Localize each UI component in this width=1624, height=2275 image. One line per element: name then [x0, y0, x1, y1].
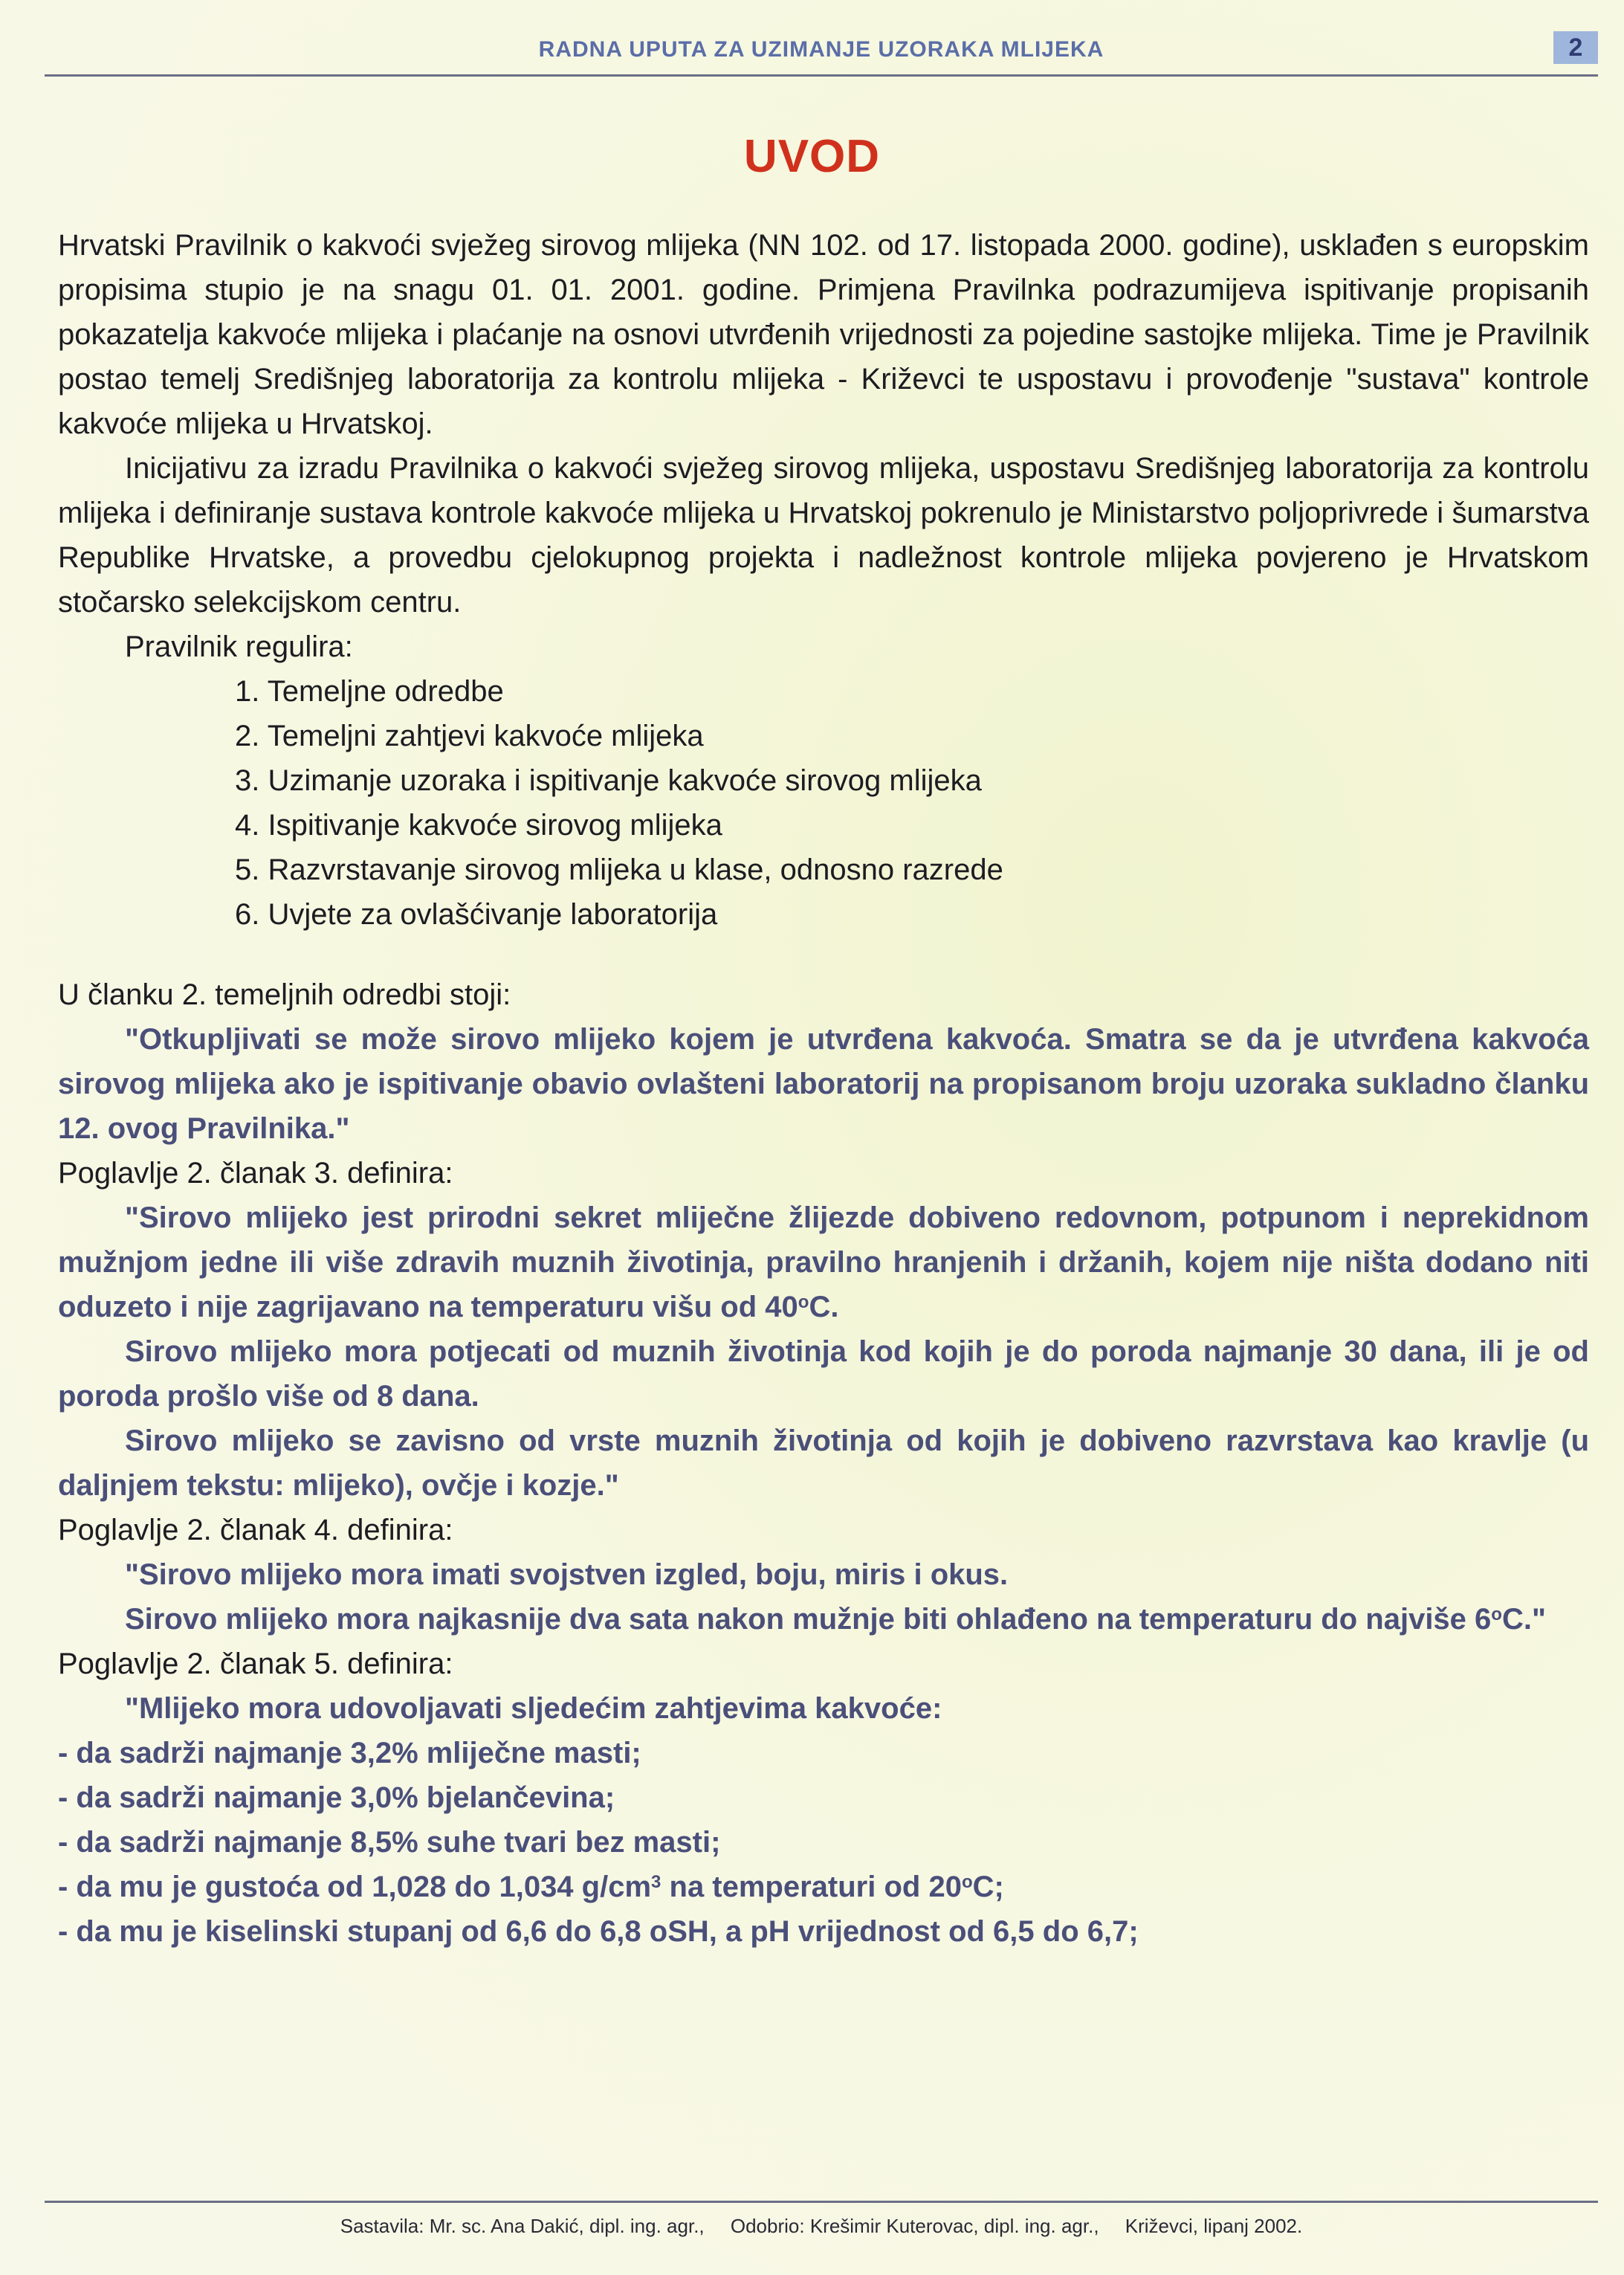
article4-quote-2 — [58, 1597, 1589, 1642]
degree-sup: o — [961, 1872, 973, 1892]
requirement-1: - da sadrži najmanje 3,2% mliječne masti; — [58, 1737, 641, 1769]
footer-author: Sastavila: Mr. sc. Ana Dakić, dipl. ing. agr., — [340, 2215, 705, 2237]
quote-text: C. — [809, 1291, 839, 1323]
article2-quote: "Otkupljivati se može sirovo mlijeko kojem je utvrđena kakvoća. Smatra se da je utvrđena kakvoća sirovog mlijeka ako je ispitivanje obavio ovlašteni laboratorij na propisanom broju uzoraka sukladno članku 12. ovog Pravilnika." — [58, 1023, 1589, 1145]
intro-paragraph-1: Hrvatski Pravilnik o kakvoći svježeg sirovog mlijeka (NN 102. od 17. listopada 2000. godine), usklađen s europskim propisima stupio je na snagu 01. 01. 2001. godine. Primjena Pravilnka podrazumijeva ispitivanje propisanih pokazatelja kakvoće mlijeka i plaćanje na osnovi utvrđenih vrijednosti za pojedine sastojke mlijeka. Time je Pravilnik postao temelj Središnjeg laboratorija za kontrolu mlijeka - Križevci te uspostavu i provođenje "sustava" kontrole kakvoće mlijeka u Hrvatskoj. — [58, 229, 1589, 440]
requirement-2: - da sadrži najmanje 3,0% bjelančevina; — [58, 1781, 615, 1814]
page-footer — [45, 2201, 1598, 2238]
page-number: 2 — [1553, 31, 1598, 64]
article3-quote-1 — [58, 1195, 1589, 1329]
list-item: 1. Temeljne odredbe — [235, 675, 504, 708]
quote-text: C." — [1501, 1603, 1546, 1636]
requirement-4 — [58, 1865, 1589, 1909]
article2-label: U članku 2. temeljnih odredbi stoji: — [58, 978, 511, 1011]
footer-place-date: Križevci, lipanj 2002. — [1125, 2215, 1303, 2237]
article5-label: Poglavlje 2. članak 5. definira: — [58, 1648, 453, 1680]
list-item: 5. Razvrstavanje sirovog mlijeka u klase, odnosno razrede — [235, 853, 1003, 886]
page-header — [45, 30, 1598, 77]
section-title: UVOD — [743, 131, 881, 182]
article4-label: Poglavlje 2. članak 4. definira: — [58, 1514, 453, 1546]
cube-sup: 3 — [651, 1872, 661, 1892]
quote-text: C; — [972, 1871, 1004, 1903]
list-item: 4. Ispitivanje kakvoće sirovog mlijeka — [235, 809, 722, 842]
regulation-list — [58, 669, 1589, 937]
requirement-5: - da mu je kiselinski stupanj od 6,6 do 6,8 oSH, a pH vrijednost od 6,5 do 6,7; — [58, 1915, 1139, 1948]
header-title: RADNA UPUTA ZA UZIMANJE UZORAKA MLIJEKA — [538, 37, 1104, 62]
article3-quote-2: Sirovo mlijeko mora potjecati od muznih životinja kod kojih je do poroda najmanje 30 dana, ili je od poroda prošlo više od 8 dana. — [58, 1335, 1589, 1413]
quote-text: - da mu je gustoća od 1,028 do 1,034 g/cm — [58, 1871, 652, 1903]
quote-text: Sirovo mlijeko mora najkasnije dva sata nakon mužnje biti ohlađeno na temperaturu do najviše 6 — [125, 1603, 1492, 1636]
requirement-3: - da sadrži najmanje 8,5% suhe tvari bez masti; — [58, 1826, 721, 1859]
spacer — [58, 937, 1589, 972]
list-item: 3. Uzimanje uzoraka i ispitivanje kakvoće sirovog mlijeka — [235, 764, 982, 797]
quote-text: "Sirovo mlijeko jest prirodni sekret mliječne žlijezde dobiveno redovnom, potpunom i neprekidnom mužnjom jedne ili više zdravih muznih životinja, pravilno hranjenih i držanih, kojem nije ništa dodano niti oduzeto i nije zagrijavano na temperaturu višu od 40 — [58, 1201, 1589, 1323]
list-item: 6. Uvjete za ovlašćivanje laboratorija — [235, 898, 718, 931]
degree-sup: o — [798, 1292, 809, 1312]
footer-approved: Odobrio: Krešimir Kuterovac, dipl. ing. agr., — [730, 2215, 1099, 2237]
document-body — [58, 223, 1589, 1954]
article5-intro: "Mlijeko mora udovoljavati sljedećim zahtjevima kakvoće: — [125, 1692, 942, 1725]
article3-quote-3: Sirovo mlijeko se zavisno od vrste muznih životinja od kojih je dobiveno razvrstava kao kravlje (u daljnjem tekstu: mlijeko), ovčje i kozje." — [58, 1424, 1589, 1502]
quote-text: na temperaturi od 20 — [661, 1871, 962, 1903]
intro-paragraph-2: Inicijativu za izradu Pravilnika o kakvoći svježeg sirovog mlijeka, uspostavu Središnjeg laboratorija za kontrolu mlijeka i definiranje sustava kontrole kakvoće mlijeka u Hrvatskoj pokrenulo je Ministarstvo poljoprivrede i šumarstva Republike Hrvatske, a provedbu cjelokupnog projekta i nadležnost kontrole mlijeka povjereno je Hrvatskom stočarsko selekcijskom centru. — [58, 452, 1589, 619]
article3-label: Poglavlje 2. članak 3. definira: — [58, 1157, 453, 1190]
degree-sup: o — [1491, 1604, 1502, 1624]
list-item: 2. Temeljni zahtjevi kakvoće mlijeka — [235, 720, 704, 752]
list-label: Pravilnik regulira: — [125, 630, 353, 663]
article4-quote-1: "Sirovo mlijeko mora imati svojstven izgled, boju, miris i okus. — [125, 1558, 1009, 1591]
